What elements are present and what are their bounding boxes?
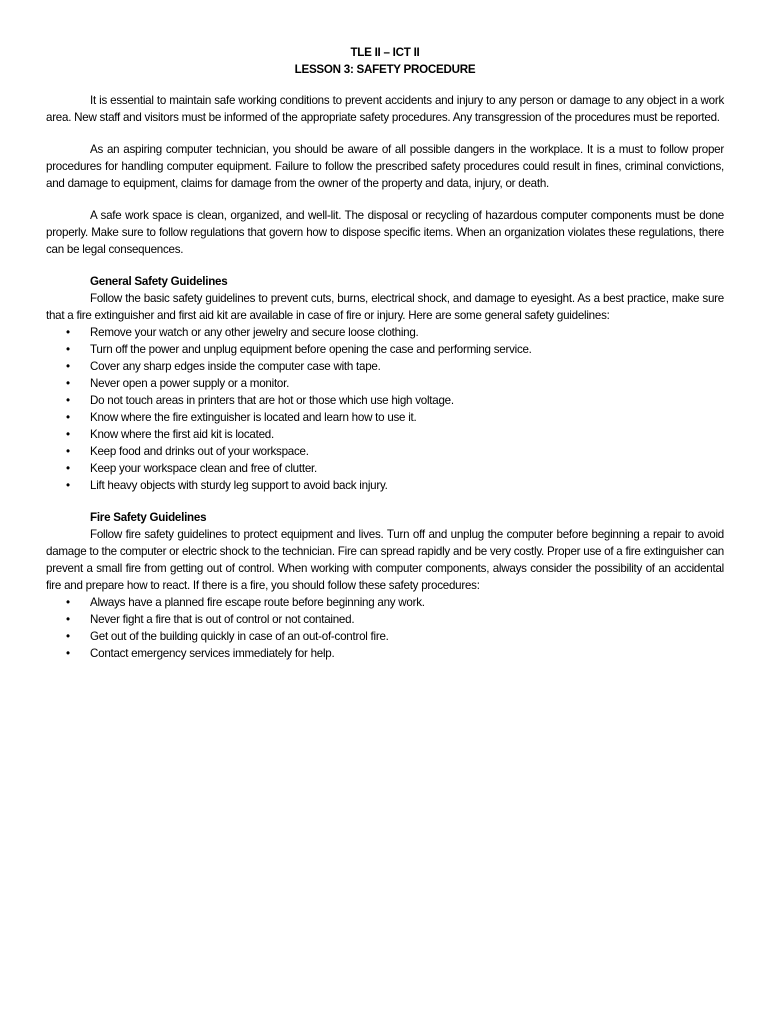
list-item (46, 392, 724, 409)
bullet-icon: • (66, 647, 70, 660)
bullet-icon: • (66, 360, 70, 373)
bullet-icon: • (66, 377, 70, 390)
fire-safety-list (46, 594, 724, 662)
list-item-text: Never fight a fire that is out of control or not contained. (90, 613, 355, 626)
bullet-icon: • (66, 630, 70, 643)
list-item (46, 375, 724, 392)
list-item-text: Get out of the building quickly in case of an out-of-control fire. (90, 630, 389, 643)
list-item (46, 443, 724, 460)
list-item-text: Remove your watch or any other jewelry and secure loose clothing. (90, 326, 419, 339)
fire-safety-heading: Fire Safety Guidelines (90, 511, 207, 524)
list-item-text: Turn off the power and unplug equipment before opening the case and performing service. (90, 343, 532, 356)
fire-safety-intro: Follow fire safety guidelines to protect equipment and lives. Turn off and unplug the computer before beginning a repair to avoid damage to the computer or electric shock to the technician. Fire can spread rapidly and be very costly. Proper use of a fire extinguisher can prevent a small fire from getting out of control. When working with computer components, always consider the possibility of an accidental fire and prepare how to react. If there is a fire, you should follow these safety procedures: (46, 528, 724, 592)
list-item (46, 409, 724, 426)
list-item (46, 628, 724, 645)
list-item (46, 341, 724, 358)
list-item (46, 477, 724, 494)
list-item (46, 324, 724, 341)
bullet-icon: • (66, 343, 70, 356)
list-item (46, 611, 724, 628)
bullet-icon: • (66, 462, 70, 475)
list-item-text: Keep your workspace clean and free of clutter. (90, 462, 317, 475)
list-item (46, 594, 724, 611)
bullet-icon: • (66, 596, 70, 609)
course-title: TLE II – ICT II (350, 46, 420, 59)
general-safety-heading: General Safety Guidelines (90, 275, 228, 288)
bullet-icon: • (66, 411, 70, 424)
fire-safety-section (46, 509, 724, 662)
general-safety-intro: Follow the basic safety guidelines to prevent cuts, burns, electrical shock, and damage to eyesight. As a best practice, make sure that a fire extinguisher and first aid kit are available in case of fire or injury. Here are some general safety guidelines: (46, 292, 724, 322)
list-item-text: Keep food and drinks out of your workspace. (90, 445, 309, 458)
list-item (46, 460, 724, 477)
list-item (46, 426, 724, 443)
list-item-text: Contact emergency services immediately for help. (90, 647, 335, 660)
general-safety-section (46, 273, 724, 494)
bullet-icon: • (66, 479, 70, 492)
list-item-text: Always have a planned fire escape route before beginning any work. (90, 596, 425, 609)
general-safety-list (46, 324, 724, 494)
list-item-text: Do not touch areas in printers that are hot or those which use high voltage. (90, 394, 454, 407)
bullet-icon: • (66, 326, 70, 339)
lesson-title: LESSON 3: SAFETY PROCEDURE (294, 63, 476, 76)
list-item-text: Lift heavy objects with sturdy leg support to avoid back injury. (90, 479, 388, 492)
bullet-icon: • (66, 394, 70, 407)
bullet-icon: • (66, 445, 70, 458)
document-page (46, 44, 724, 677)
intro-paragraph-2: As an aspiring computer technician, you should be aware of all possible dangers in the workplace. It is a must to follow proper procedures for handling computer equipment. Failure to follow the prescribed safety procedures could result in fines, criminal convictions, and damage to equipment, claims for damage from the owner of the property and data, injury, or death. (46, 143, 724, 190)
document-title-block (46, 44, 724, 78)
list-item (46, 645, 724, 662)
list-item-text: Cover any sharp edges inside the computer case with tape. (90, 360, 381, 373)
list-item-text: Never open a power supply or a monitor. (90, 377, 290, 390)
intro-paragraph-1: It is essential to maintain safe working conditions to prevent accidents and injury to any person or damage to any object in a work area. New staff and visitors must be informed of the appropriate safety procedures. Any transgression of the procedures must be reported. (46, 94, 724, 124)
list-item-text: Know where the fire extinguisher is located and learn how to use it. (90, 411, 417, 424)
list-item-text: Know where the first aid kit is located. (90, 428, 274, 441)
bullet-icon: • (66, 428, 70, 441)
list-item (46, 358, 724, 375)
bullet-icon: • (66, 613, 70, 626)
intro-paragraph-3: A safe work space is clean, organized, and well-lit. The disposal or recycling of hazardous computer components must be done properly. Make sure to follow regulations that govern how to dispose specific items. When an organization violates these regulations, there can be legal consequences. (46, 209, 724, 256)
